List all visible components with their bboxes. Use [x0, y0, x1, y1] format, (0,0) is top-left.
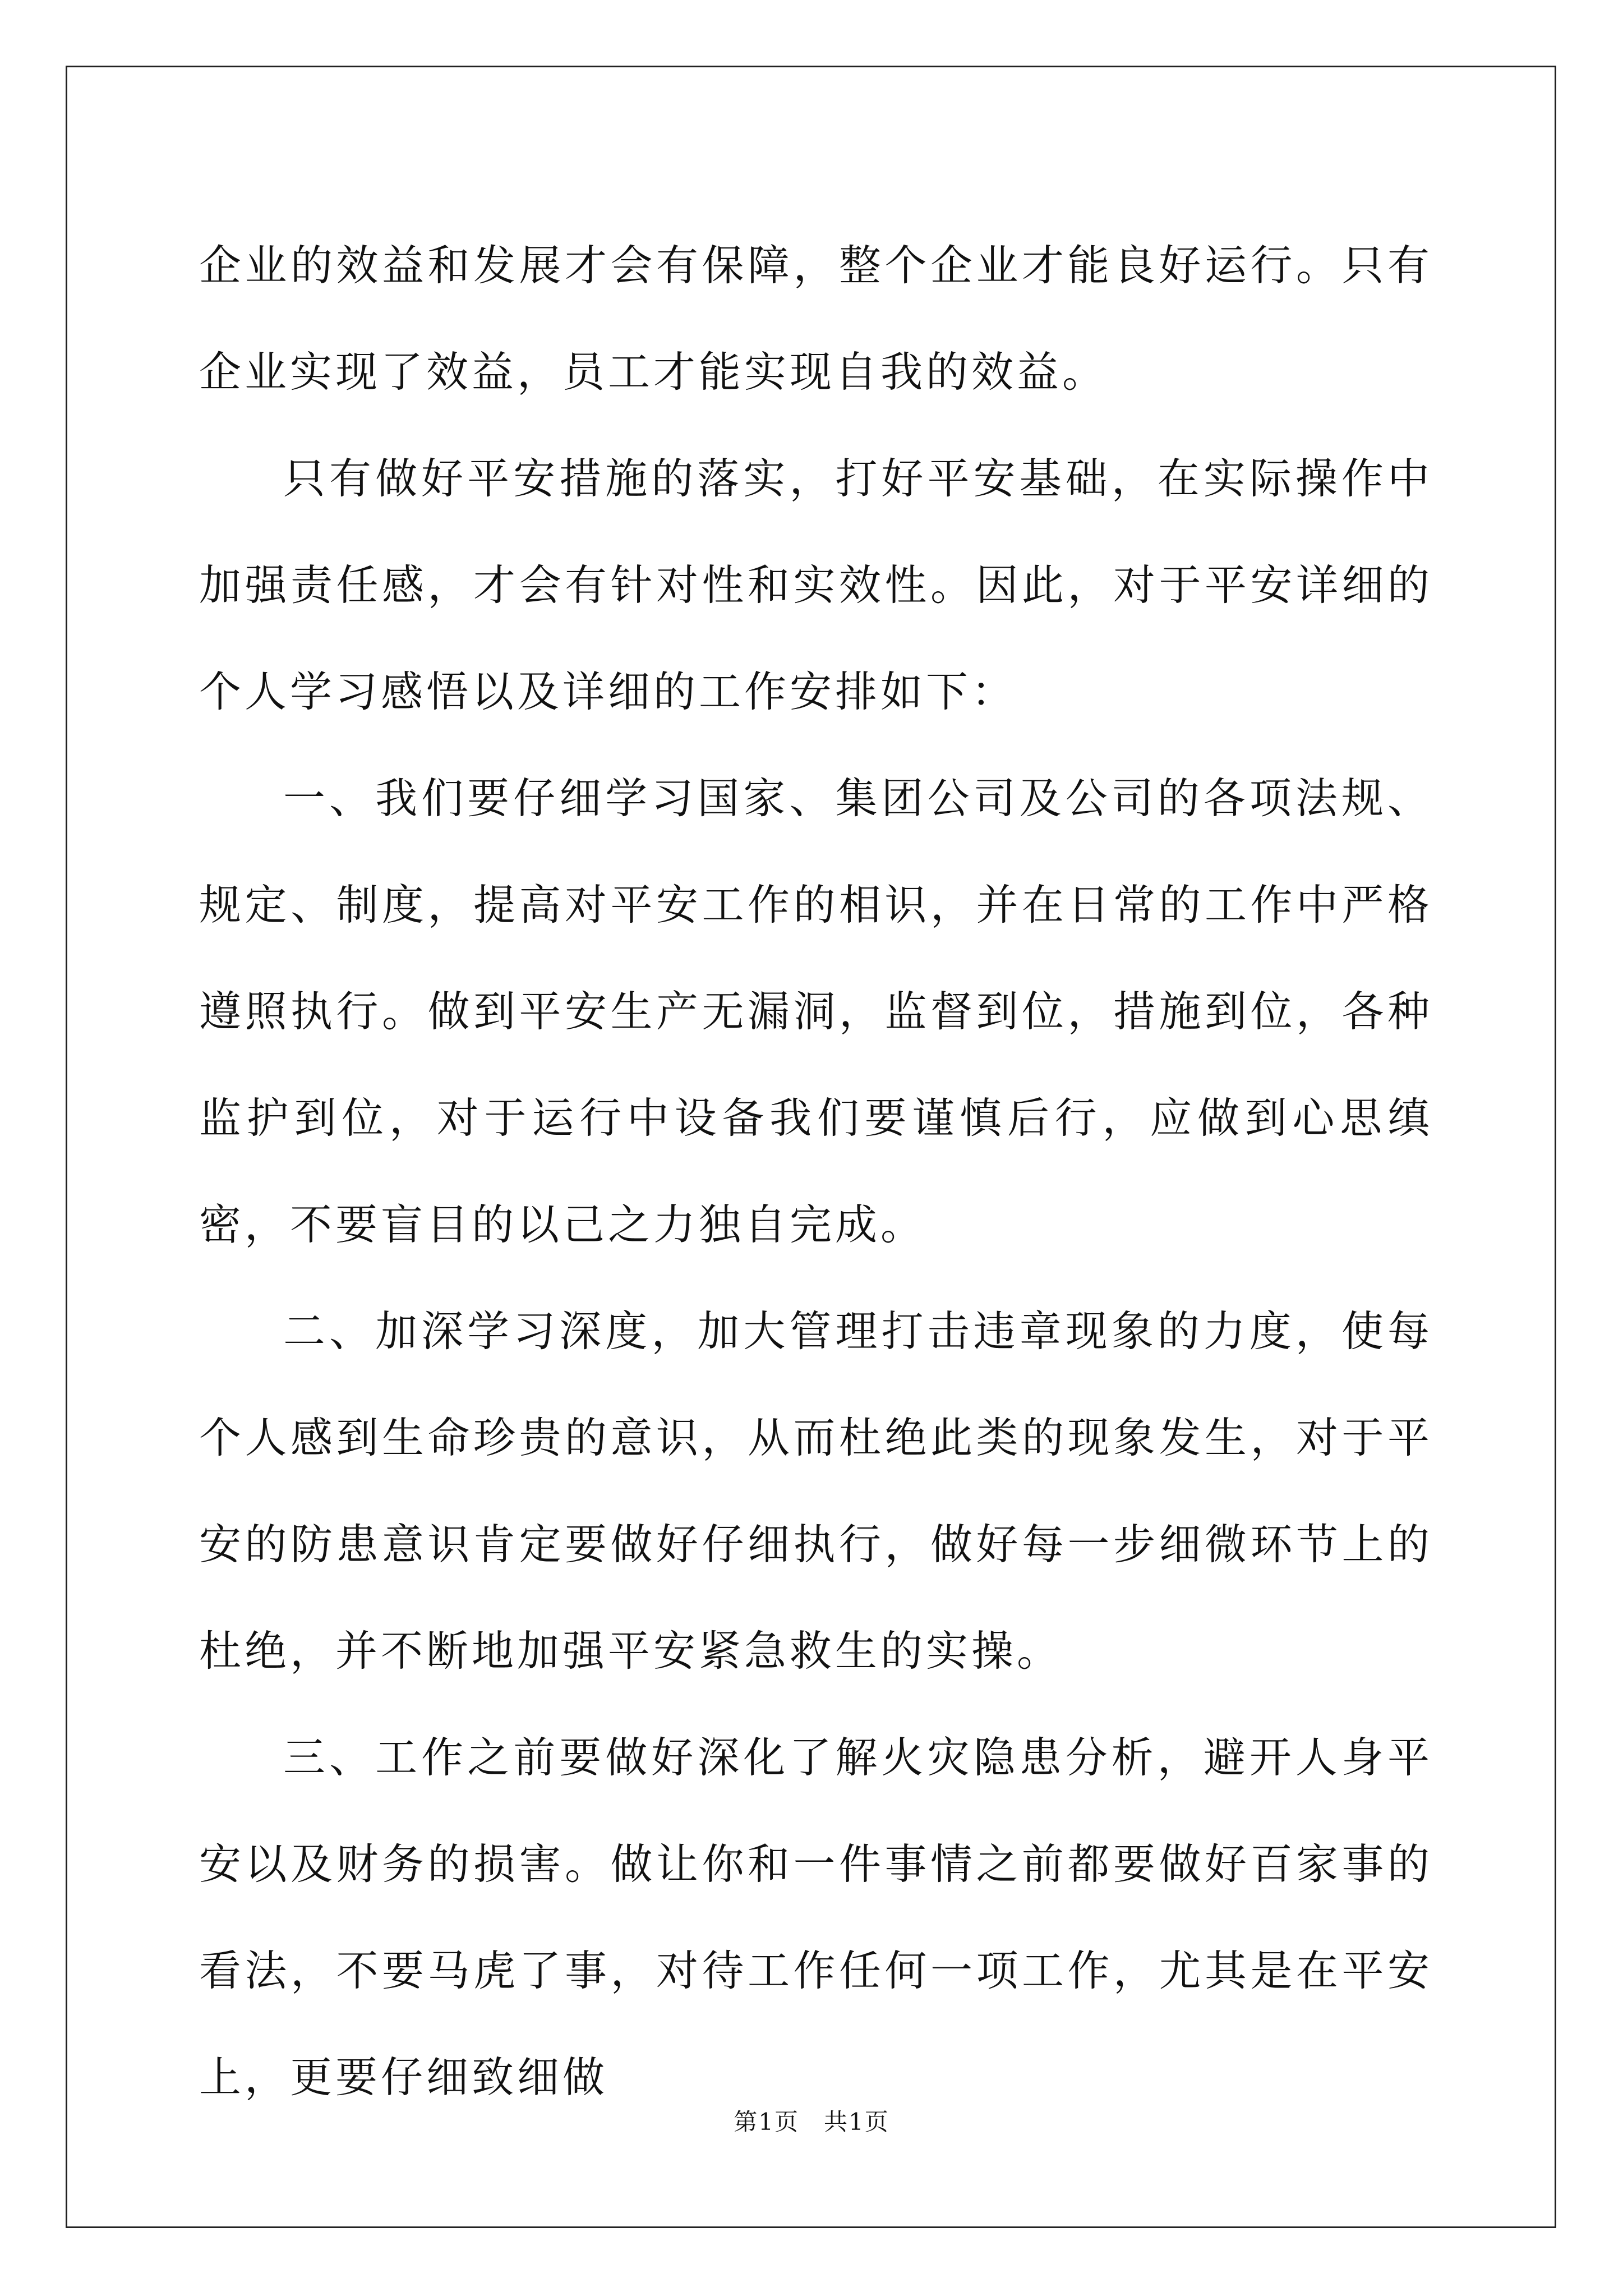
paragraph-3: 一、我们要仔细学习国家、集团公司及公司的各项法规、规定、制度，提高对平安工作的相识，并在日常的工作中严格遵照执行。做到平安生产无漏洞，监督到位，措施到位，各种监护到位，对于运行中设备我们要谨慎后行，应做到心思缜密，不要盲目的以己之力独自完成。 — [199, 774, 1433, 1249]
paragraph-4: 二、加深学习深度，加大管理打击违章现象的力度，使每个人感到生命珍贵的意识，从而杜绝此类的现象发生，对于平安的防患意识肯定要做好仔细执行，做好每一步细微环节上的杜绝，并不断地加强平安紧急救生的实操。 — [199, 1306, 1433, 1676]
paragraph-1: 企业的效益和发展才会有保障，整个企业才能良好运行。只有企业实现了效益，员工才能实现自我的效益。 — [199, 241, 1433, 397]
page-number-footer: 第1页 共1页 — [734, 2108, 889, 2136]
document-body — [199, 212, 1433, 2131]
paragraph-2: 只有做好平安措施的落实，打好平安基础，在实际操作中加强责任感，才会有针对性和实效性。因此，对于平安详细的个人学习感悟以及详细的工作安排如下： — [199, 454, 1433, 716]
paragraph-5: 三、工作之前要做好深化了解火灾隐患分析，避开人身平安以及财务的损害。做让你和一件事情之前都要做好百家事的看法，不要马虎了事，对待工作任何一项工作，尤其是在平安上，更要仔细致细做 — [199, 1733, 1433, 2102]
